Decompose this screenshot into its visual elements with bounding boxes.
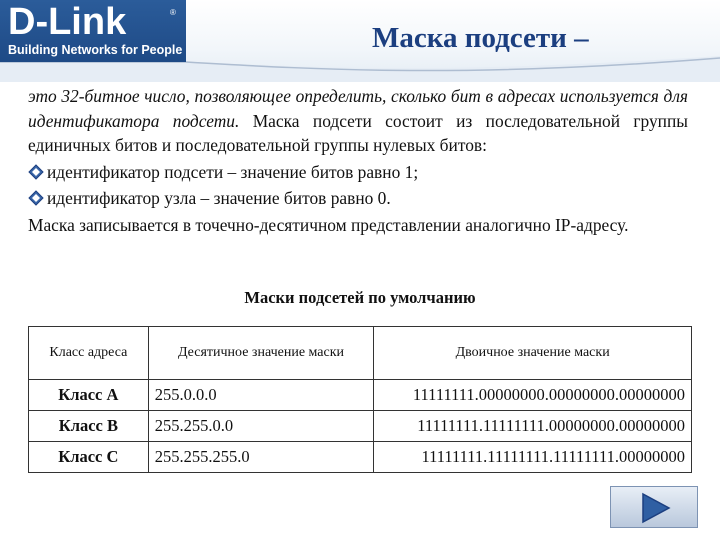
cell-binary: 11111111.11111111.11111111.00000000 — [374, 442, 692, 473]
diamond-bullet-icon — [28, 164, 44, 180]
intro-rest-text: Маска подсети состоит из последовательной группы единичных битов и последовательной группы нулевых битов: — [28, 110, 688, 155]
cell-binary: 11111111.11111111.00000000.00000000 — [374, 411, 692, 442]
column-header-binary: Двоичное значение маски — [374, 327, 692, 380]
cell-decimal: 255.0.0.0 — [148, 380, 374, 411]
table-row — [29, 411, 692, 442]
page-title: Маска подсети – — [372, 22, 589, 54]
cell-class: Класс В — [29, 411, 149, 442]
table-caption: Маски подсетей по умолчанию — [244, 288, 476, 307]
slide-content — [28, 84, 688, 237]
bullet-item — [28, 186, 688, 211]
bullet-text: идентификатор подсети – значение битов равно 1; — [47, 161, 419, 182]
table-row — [29, 380, 692, 411]
logo-wordmark: D-Link — [8, 1, 127, 43]
cell-decimal: 255.255.0.0 — [148, 411, 374, 442]
table-row — [29, 442, 692, 473]
column-header-class: Класс адреса — [29, 327, 149, 380]
table-header-row — [29, 327, 692, 380]
next-slide-button[interactable] — [610, 486, 698, 528]
slide-header — [0, 0, 720, 82]
d-link-logo — [0, 0, 186, 62]
registered-mark: ® — [170, 8, 176, 17]
bullet-text: идентификатор узла – значение битов равно 0. — [47, 188, 391, 208]
cell-class: Класс С — [29, 442, 149, 473]
cell-binary: 11111111.00000000.00000000.00000000 — [374, 380, 692, 411]
bullet-item — [28, 160, 688, 185]
cell-class: Класс А — [29, 380, 149, 411]
cell-decimal: 255.255.255.0 — [148, 442, 374, 473]
note-paragraph: Маска записывается в точечно-десятичном представлении аналогично IP-адресу. — [28, 214, 629, 235]
diamond-bullet-icon — [28, 190, 44, 206]
intro-italic-text: это 32-битное число, позволяющее определить, сколько бит в адресах используется для идентификатора подсети. — [28, 86, 688, 131]
column-header-decimal: Десятичное значение маски — [148, 327, 374, 380]
subnet-mask-table — [28, 326, 692, 473]
play-next-icon — [639, 492, 671, 524]
intro-paragraph — [28, 84, 688, 158]
logo-tagline: Building Networks for People — [8, 43, 183, 57]
